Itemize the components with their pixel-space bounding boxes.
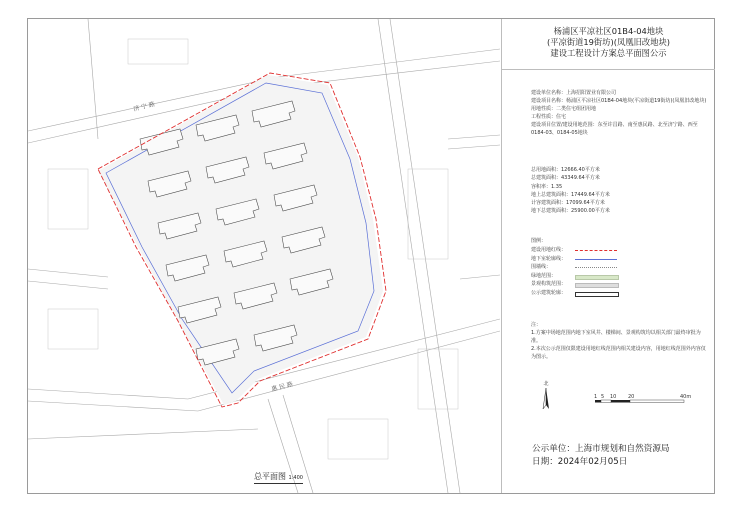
site-plan	[28, 19, 500, 493]
legend-sample-building	[575, 292, 619, 297]
legend-item-green	[531, 272, 711, 281]
legend-item-wall	[531, 263, 711, 272]
legend-title: 图例：	[531, 238, 547, 244]
scale-tick-label: 10	[610, 394, 617, 400]
road-label-south: 惠 民 路	[270, 380, 294, 393]
note-line: 注：	[531, 322, 542, 328]
title-line-3: 建设工程设计方案总平面图公示	[550, 48, 667, 58]
legend-label: 绿地范围：	[531, 272, 557, 279]
north-arrow-icon	[538, 379, 554, 413]
legend-item-landscape	[531, 280, 711, 289]
legend-label: 建设用地红线：	[531, 247, 567, 253]
stat-line: 地上总建筑面积：17449.64平方米	[531, 191, 610, 198]
info-line: 工程性质：住宅	[531, 114, 567, 120]
plan-scale: 1:400	[288, 475, 303, 481]
info-panel	[501, 19, 715, 493]
area-stats	[531, 166, 711, 216]
scale-bar-graphic	[592, 391, 692, 409]
scale-tick-label: 5	[601, 394, 605, 400]
stat-line: 容积率：1.35	[531, 183, 563, 190]
scale-tick-label: 1	[594, 394, 598, 400]
legend-label: 围墙线：	[531, 264, 552, 270]
scale-tick-label: 20	[628, 394, 635, 400]
legend-sample-redline	[575, 250, 617, 251]
legend-label: 公示建筑轮廓：	[531, 289, 567, 296]
publisher: 公示单位：上海市规划和自然资源局	[532, 444, 670, 454]
stat-line: 总用地面积：12666.40平方米	[531, 167, 600, 173]
legend-label: 地下室轮廓线：	[531, 255, 567, 262]
info-line: 建设项目名称：杨浦区平凉社区01B4-04地块(平凉街道19街坊)(凤凰旧改地块)	[531, 98, 707, 104]
scale-bar	[592, 391, 692, 411]
north-arrow	[538, 379, 554, 415]
legend-item-redline	[531, 246, 711, 255]
legend-sample-green	[575, 275, 619, 280]
title-line-2: (平凉街道19街坊)(凤凰旧改地块)	[546, 37, 671, 47]
project-info	[531, 89, 711, 137]
legend	[531, 237, 711, 297]
legend-item-building	[531, 289, 711, 298]
legend-sample-wall	[575, 267, 617, 268]
north-label: 北	[543, 381, 549, 387]
road-label-north: 济 宁 路	[132, 100, 156, 113]
scale-tick-label: 40m	[680, 394, 692, 400]
site-plan-drawing	[28, 19, 500, 493]
title-block	[502, 19, 715, 70]
publisher-block	[532, 443, 670, 469]
legend-sample-landscape	[575, 283, 619, 288]
drawing-sheet	[27, 18, 715, 494]
stat-line: 地下总建筑面积：25900.00平方米	[531, 208, 610, 215]
note-line: 2.本次公示范围仅限建设用地红线范围内相关建设内容，用地红线范围外内容仅为图示。	[531, 346, 706, 360]
legend-label: 景观构筑范围：	[531, 281, 567, 287]
plan-title	[254, 471, 303, 484]
stat-line: 总建筑面积：43349.64平方米	[531, 175, 600, 182]
publish-date: 日期：2024年02月05日	[532, 457, 628, 467]
legend-item-basement	[531, 255, 711, 264]
info-line: 建设单位名称：上海招阳置业有限公司	[531, 90, 617, 96]
site-area	[98, 75, 383, 405]
note-line: 1.方案中场地范围内地下室风井、楼梯间、景观构筑均以相关部门最终审批为准。	[531, 330, 701, 344]
stat-line: 计容建筑面积：17099.64平方米	[531, 200, 605, 207]
plan-title-text: 总平面图	[254, 472, 286, 481]
notes	[531, 321, 707, 361]
title-line-1: 杨浦区平凉社区01B4-04地块	[553, 26, 664, 36]
legend-sample-basement	[575, 259, 617, 260]
info-line: 建设项目位置/建设用地范围：东至许昌路、南至惠民路、北至济宁路、西至0184-03、0184-05地块	[531, 122, 698, 136]
info-line: 用地性质：二类住宅组团用地	[531, 106, 597, 112]
